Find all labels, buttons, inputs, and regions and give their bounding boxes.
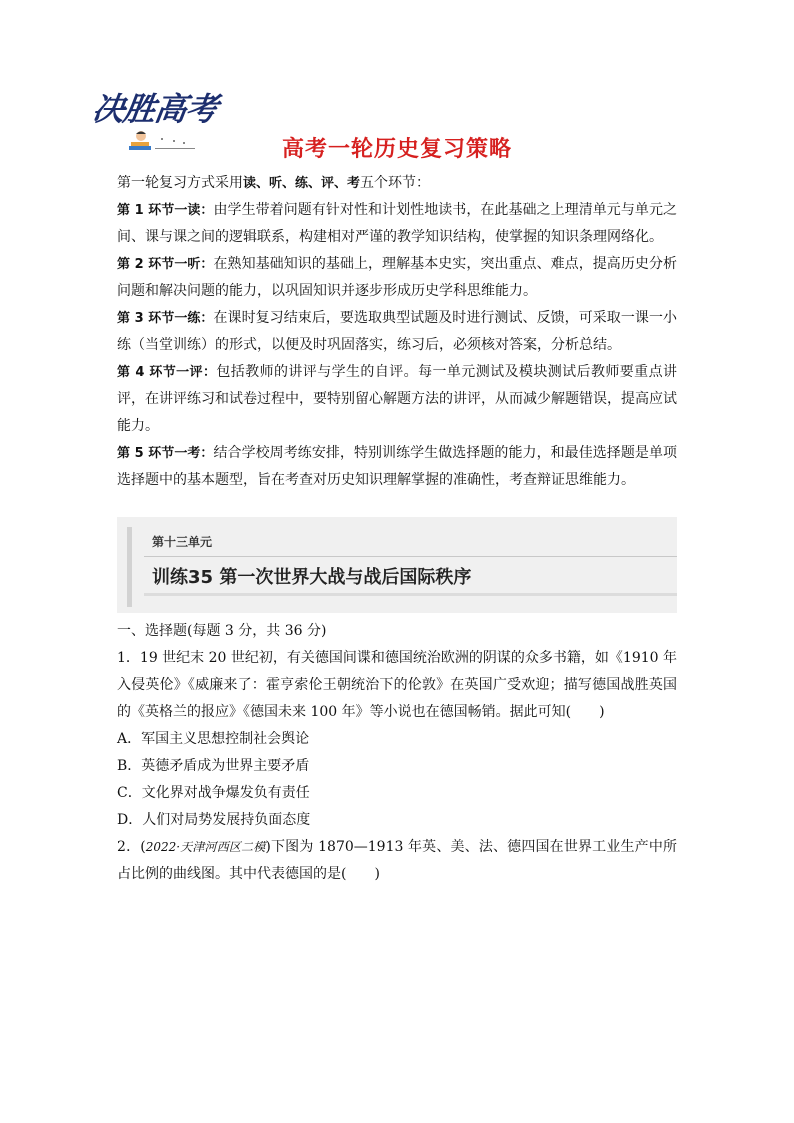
step-3 <box>117 305 677 359</box>
intro-tail: 五个环节： <box>360 175 431 191</box>
unit-label: 第十三单元 <box>152 535 213 549</box>
step-1 <box>117 197 677 251</box>
step-label: 第 3 环节一练： <box>117 311 214 326</box>
option-d: D．人们对局势发展持负面态度 <box>117 812 311 828</box>
step-label: 第 2 环节一听： <box>117 257 214 272</box>
question-2-text: )下图为 1870—1913 年英、美、法、德四国在世界工业生产中所占比例的曲线图。其中代表德国的是( ) <box>117 839 677 882</box>
step-label: 第 5 环节一考： <box>117 446 214 461</box>
step-label: 第 4 环节一评： <box>117 365 217 380</box>
step-text: 由学生带着问题有针对性和计划性地读书，在此基础之上理清单元与单元之间、课与课之间的逻辑联系，构建相对严谨的教学知识结构，使掌握的知识条理网络化。 <box>117 202 677 245</box>
question-1-stem: 1．19 世纪末 20 世纪初，有关德国间谍和德国统治欧洲的阴谋的众多书籍，如《1910 年入侵英伦》《威廉来了：霍亨索伦王朝统治下的伦敦》在英国广受欢迎；描写德国战胜英国的《英格兰的报应》《德国未来 100 年》等小说也在德国畅销。据此可知( ) <box>117 650 677 720</box>
step-text: 在课时复习结束后，要选取典型试题及时进行测试、反馈，可采取一课一小练（当堂训练）的形式，以便及时巩固落实，练习后，必须核对答案，分析总结。 <box>117 310 677 353</box>
intro-bold: 读、听、练、评、考 <box>243 176 361 191</box>
step-label: 第 1 环节一读： <box>117 203 214 218</box>
logo-text: 决胜高考 <box>90 90 220 128</box>
intro-lead: 第一轮复习方式采用 <box>117 175 243 191</box>
option-a: A．军国主义思想控制社会舆论 <box>117 731 310 747</box>
step-5 <box>117 440 677 494</box>
banner-inner <box>127 527 677 607</box>
lesson-banner <box>117 517 677 613</box>
section-heading: 一、选择题(每题 3 分，共 36 分) <box>117 623 327 639</box>
lesson-title: 训练35 第一次世界大战与战后国际秩序 <box>152 567 472 588</box>
step-4 <box>117 359 677 440</box>
option-b: B．英德矛盾成为世界主要矛盾 <box>117 758 310 774</box>
page-title: 高考一轮历史复习策略 <box>281 137 512 162</box>
step-text: 结合学校周考练安排，特别训练学生做选择题的能力，和最佳选择题是单项选择题中的基本题型，旨在考查对历史知识理解掌握的准确性，考查辩证思维能力。 <box>117 445 677 488</box>
divider <box>144 556 677 557</box>
step-2 <box>117 251 677 305</box>
question-2-stem <box>117 834 677 888</box>
step-text: 在熟知基础知识的基础上，理解基本史实，突出重点、难点，提高历史分析问题和解决问题的能力，以巩固知识并逐步形成历史学科思维能力。 <box>117 256 677 299</box>
questions <box>117 618 677 888</box>
question-2-num: 2．( <box>117 839 146 855</box>
question-2-source: 2022·天津河西区二模 <box>145 840 266 854</box>
strategy-body <box>117 170 677 494</box>
step-text: 包括教师的讲评与学生的自评。每一单元测试及模块测试后教师要重点讲评，在讲评练习和试卷过程中，要特别留心解题方法的讲评，从而减少解题错误，提高应试能力。 <box>117 364 677 434</box>
intro-paragraph <box>117 170 677 197</box>
divider <box>144 593 677 596</box>
option-c: C．文化界对战争爆发负有责任 <box>117 785 310 801</box>
